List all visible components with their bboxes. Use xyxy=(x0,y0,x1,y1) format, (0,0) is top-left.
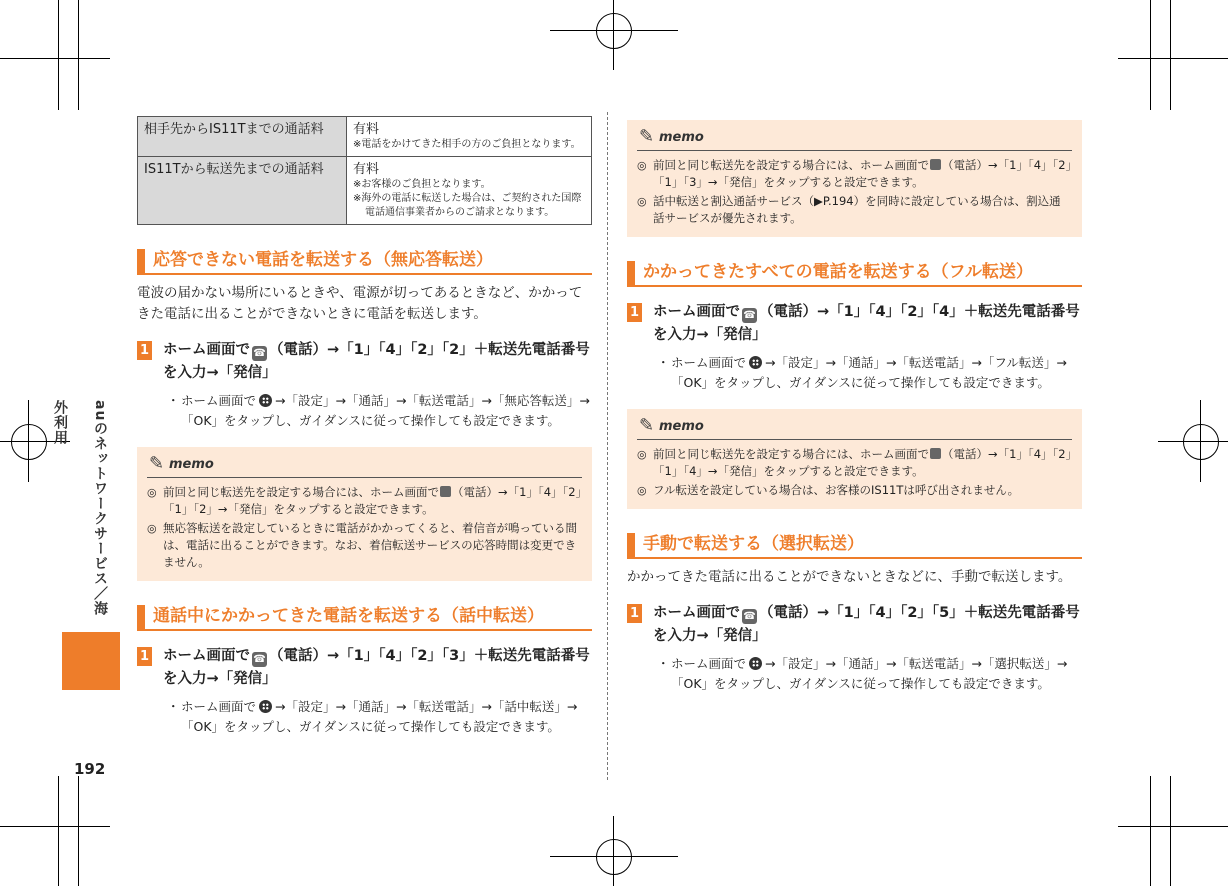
step-text: （電話）→「1」「4」「2」「5」＋転送先電話番号を入力→「発信」 xyxy=(653,605,1080,644)
memo-text: （電話）→「1」「4」「2」「1」「3」→「発信」をタップすると設定できます。 xyxy=(653,158,1072,189)
memo-text: （電話）→「1」「4」「2」「1」「4」→「発信」をタップすると設定できます。 xyxy=(653,447,1072,478)
note-text: ホーム画面で xyxy=(181,393,257,408)
table-value xyxy=(347,117,592,157)
memo-title: memo xyxy=(659,130,704,145)
note-text: →「設定」→「通話」→「転送電話」→「選択転送」→「OK」をタップし、ガイダンスに従って操作しても設定できます。 xyxy=(671,656,1068,691)
table-key: IS11Tから転送先までの通話料 xyxy=(138,157,347,225)
registration-mark xyxy=(1183,424,1219,460)
phone-icon xyxy=(440,486,451,497)
table-key: 相手先からIS11Tまでの通話料 xyxy=(138,117,347,157)
step xyxy=(627,301,1082,347)
table-note: ※お客様のご負担となります。 xyxy=(353,179,491,190)
crop-mark xyxy=(1170,776,1171,886)
memo-item xyxy=(637,446,1072,480)
memo-title: memo xyxy=(659,419,704,434)
memo-item xyxy=(147,484,582,518)
step-number: 1 xyxy=(137,341,152,360)
table-value-text: 有料 xyxy=(353,162,380,177)
memo-item: ◎ 話中転送と割込通話サービス（▶P.194）を同時に設定している場合は、割込通話サービスが優先されます。 xyxy=(637,193,1072,227)
crop-mark xyxy=(0,58,110,59)
step-text: ホーム画面で xyxy=(653,605,740,621)
crop-mark xyxy=(1150,0,1151,110)
step-number: 1 xyxy=(137,647,152,666)
step-note xyxy=(627,654,1082,694)
app-launcher-icon xyxy=(259,394,272,407)
memo-text: 前回と同じ転送先を設定する場合には、ホーム画面で xyxy=(163,485,439,499)
memo-header xyxy=(147,455,582,478)
step-number: 1 xyxy=(627,604,642,623)
pencil-icon: ✎ xyxy=(149,453,165,474)
crop-mark xyxy=(1118,58,1228,59)
crop-mark xyxy=(0,826,110,827)
step-number: 1 xyxy=(627,303,642,322)
memo-header xyxy=(637,417,1072,440)
table-note: ※海外の電話に転送した場合は、ご契約された国際電話通信事業者からのご請求となります。 xyxy=(353,193,582,218)
memo-title: memo xyxy=(169,457,214,472)
table-row xyxy=(138,157,592,225)
step-text: ホーム画面で xyxy=(163,648,250,664)
app-launcher-icon xyxy=(749,657,762,670)
memo-box xyxy=(627,409,1082,509)
section-title: 通話中にかかってきた電話を転送する（話中転送） xyxy=(137,603,592,631)
memo-text: 前回と同じ転送先を設定する場合には、ホーム画面で xyxy=(653,447,929,461)
pencil-icon: ✎ xyxy=(639,415,655,436)
section-title: かかってきたすべての電話を転送する（フル転送） xyxy=(627,259,1082,287)
step-note xyxy=(627,353,1082,393)
registration-mark xyxy=(596,839,632,875)
column-divider xyxy=(607,112,608,780)
left-column xyxy=(137,116,592,737)
crop-mark xyxy=(58,0,59,110)
memo-item xyxy=(637,157,1072,191)
section-lead: 電波の届かない場所にいるときや、電源が切ってあるときなど、かかってきた電話に出ることができないときに電話を転送します。 xyxy=(137,285,583,322)
crop-mark xyxy=(1170,0,1171,110)
memo-text: 前回と同じ転送先を設定する場合には、ホーム画面で xyxy=(653,158,929,172)
chapter-side-label: auのネットワークサービス／海外利用 xyxy=(52,400,108,617)
crop-mark xyxy=(78,776,79,886)
note-text: ホーム画面で xyxy=(181,699,257,714)
page-number: 192 xyxy=(74,760,106,778)
memo-item: ◎ 無応答転送を設定しているときに電話がかかってくると、着信音が鳴っている間は、電話に出ることができます。なお、着信転送サービスの応答時間は変更できません。 xyxy=(147,520,582,571)
section-lead: かかってきた電話に出ることができないときなどに、手動で転送します。 xyxy=(627,569,1072,585)
app-launcher-icon xyxy=(259,700,272,713)
chapter-tab xyxy=(62,632,120,690)
note-text: →「設定」→「通話」→「転送電話」→「フル転送」→「OK」をタップし、ガイダンスに従って操作しても設定できます。 xyxy=(671,355,1067,390)
pencil-icon: ✎ xyxy=(639,126,655,147)
note-text: →「設定」→「通話」→「転送電話」→「話中転送」→「OK」をタップし、ガイダンスに従って操作しても設定できます。 xyxy=(181,699,578,734)
table-value-text: 有料 xyxy=(353,122,380,137)
memo-box xyxy=(137,447,592,581)
table-note: ※電話をかけてきた相手の方のご負担となります。 xyxy=(353,139,581,150)
crop-mark xyxy=(1150,776,1151,886)
note-text: ホーム画面で xyxy=(671,656,747,671)
crop-mark xyxy=(58,776,59,886)
app-launcher-icon xyxy=(749,356,762,369)
step-text: （電話）→「1」「4」「2」「4」＋転送先電話番号を入力→「発信」 xyxy=(653,304,1080,343)
fee-table xyxy=(137,116,592,225)
table-value xyxy=(347,157,592,225)
right-column xyxy=(627,116,1082,694)
phone-icon: ☎ xyxy=(743,310,756,321)
step-text: （電話）→「1」「4」「2」「2」＋転送先電話番号を入力→「発信」 xyxy=(163,342,590,381)
phone-icon: ☎ xyxy=(253,348,266,359)
registration-mark xyxy=(596,13,632,49)
step-note xyxy=(137,697,592,737)
step-note xyxy=(137,391,592,431)
step xyxy=(137,339,592,385)
note-text: ホーム画面で xyxy=(671,355,747,370)
step xyxy=(627,602,1082,648)
crop-mark xyxy=(1118,826,1228,827)
memo-header xyxy=(637,128,1072,151)
memo-item: ◎ フル転送を設定している場合は、お客様のIS11Tは呼び出されません。 xyxy=(637,482,1072,499)
phone-icon: ☎ xyxy=(743,611,756,622)
table-row xyxy=(138,117,592,157)
note-text: →「設定」→「通話」→「転送電話」→「無応答転送」→「OK」をタップし、ガイダンスに従って操作しても設定できます。 xyxy=(181,393,590,428)
memo-box xyxy=(627,120,1082,237)
step xyxy=(137,645,592,691)
memo-text: （電話）→「1」「4」「2」「1」「2」→「発信」をタップすると設定できます。 xyxy=(163,485,582,516)
phone-icon: ☎ xyxy=(253,654,266,665)
step-text: ホーム画面で xyxy=(653,304,740,320)
crop-mark xyxy=(78,0,79,110)
section-title: 応答できない電話を転送する（無応答転送） xyxy=(137,247,592,275)
section-title: 手動で転送する（選択転送） xyxy=(627,531,1082,559)
phone-icon xyxy=(930,159,941,170)
phone-icon xyxy=(930,448,941,459)
step-text: （電話）→「1」「4」「2」「3」＋転送先電話番号を入力→「発信」 xyxy=(163,648,590,687)
step-text: ホーム画面で xyxy=(163,342,250,358)
